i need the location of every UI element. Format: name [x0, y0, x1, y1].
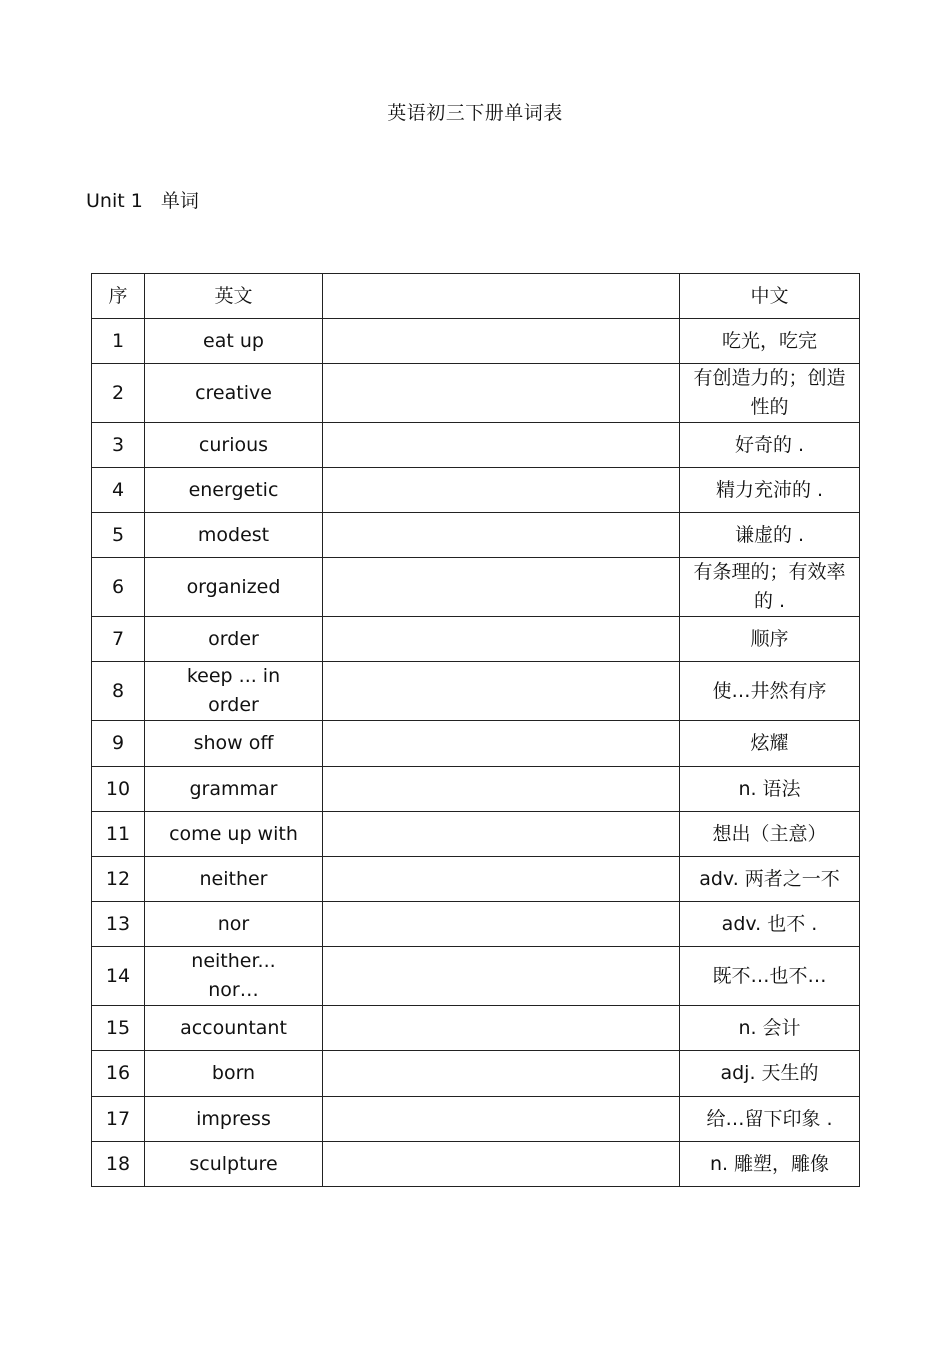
table-row — [92, 1097, 860, 1142]
row-chinese: 精力充沛的 . — [680, 468, 860, 513]
table-row — [92, 767, 860, 812]
row-number: 7 — [92, 617, 145, 662]
row-english: modest — [145, 513, 323, 558]
row-blank — [323, 947, 680, 1006]
row-blank — [323, 513, 680, 558]
table-row — [92, 1006, 860, 1051]
row-number: 8 — [92, 662, 145, 721]
row-number: 9 — [92, 721, 145, 767]
row-blank — [323, 662, 680, 721]
table-row — [92, 721, 860, 767]
table-row — [92, 423, 860, 468]
row-number: 2 — [92, 364, 145, 423]
document-title: 英语初三下册单词表 — [387, 102, 563, 124]
row-chinese: 炫耀 — [680, 721, 860, 767]
row-blank — [323, 1142, 680, 1187]
header-number: 序 — [92, 274, 145, 319]
row-english: creative — [145, 364, 323, 423]
row-english-text: keep ... in order — [186, 665, 281, 716]
row-chinese: adj. 天生的 — [680, 1051, 860, 1097]
row-english: curious — [145, 423, 323, 468]
row-chinese: n. 语法 — [680, 767, 860, 812]
table-row — [92, 319, 860, 364]
table-row — [92, 857, 860, 902]
table-row — [92, 513, 860, 558]
row-english: neither — [145, 857, 323, 902]
header-english: 英文 — [145, 274, 323, 319]
row-english: impress — [145, 1097, 323, 1142]
row-english: energetic — [145, 468, 323, 513]
table-row — [92, 468, 860, 513]
row-chinese: 给…留下印象 . — [680, 1097, 860, 1142]
row-chinese: 好奇的 . — [680, 423, 860, 468]
row-blank — [323, 558, 680, 617]
row-chinese: 谦虚的 . — [680, 513, 860, 558]
row-number: 15 — [92, 1006, 145, 1051]
row-number: 10 — [92, 767, 145, 812]
row-chinese: 既不…也不… — [680, 947, 860, 1006]
row-english — [145, 662, 323, 721]
row-english: grammar — [145, 767, 323, 812]
row-chinese: 顺序 — [680, 617, 860, 662]
row-number: 6 — [92, 558, 145, 617]
table-row — [92, 812, 860, 857]
row-english-text: neither... nor… — [191, 950, 276, 1001]
row-blank — [323, 364, 680, 423]
table-row — [92, 902, 860, 947]
table-header-row — [92, 274, 860, 319]
row-number: 1 — [92, 319, 145, 364]
row-english: sculpture — [145, 1142, 323, 1187]
row-blank — [323, 767, 680, 812]
row-number: 13 — [92, 902, 145, 947]
row-english: accountant — [145, 1006, 323, 1051]
row-chinese: 吃光，吃完 — [680, 319, 860, 364]
row-blank — [323, 812, 680, 857]
row-blank — [323, 468, 680, 513]
row-number: 3 — [92, 423, 145, 468]
row-english: order — [145, 617, 323, 662]
row-chinese: 想出（主意） — [680, 812, 860, 857]
row-blank — [323, 902, 680, 947]
row-chinese: n. 雕塑，雕像 — [680, 1142, 860, 1187]
row-blank — [323, 857, 680, 902]
row-english: come up with — [145, 812, 323, 857]
vocabulary-table — [91, 273, 860, 1187]
row-chinese: n. 会计 — [680, 1006, 860, 1051]
row-blank — [323, 617, 680, 662]
row-english: born — [145, 1051, 323, 1097]
row-english: eat up — [145, 319, 323, 364]
header-chinese: 中文 — [680, 274, 860, 319]
row-number: 16 — [92, 1051, 145, 1097]
row-number: 11 — [92, 812, 145, 857]
row-chinese: adv. 两者之一不 — [680, 857, 860, 902]
table-row — [92, 662, 860, 721]
row-blank — [323, 319, 680, 364]
row-chinese: 有条理的；有效率的 . — [680, 558, 860, 617]
row-english: nor — [145, 902, 323, 947]
row-chinese: adv. 也不 . — [680, 902, 860, 947]
row-blank — [323, 1006, 680, 1051]
header-blank — [323, 274, 680, 319]
table-row — [92, 947, 860, 1006]
row-blank — [323, 1097, 680, 1142]
row-number: 18 — [92, 1142, 145, 1187]
row-number: 12 — [92, 857, 145, 902]
unit-subtitle: 单词 — [160, 190, 199, 212]
row-blank — [323, 423, 680, 468]
table-row — [92, 1051, 860, 1097]
row-blank — [323, 1051, 680, 1097]
table-row — [92, 1142, 860, 1187]
row-english — [145, 947, 323, 1006]
row-number: 14 — [92, 947, 145, 1006]
unit-label: Unit 1 — [86, 190, 143, 212]
row-chinese: 使…井然有序 — [680, 662, 860, 721]
row-blank — [323, 721, 680, 767]
table-row — [92, 364, 860, 423]
table-row — [92, 617, 860, 662]
unit-heading — [86, 186, 199, 213]
row-english: organized — [145, 558, 323, 617]
row-english: show off — [145, 721, 323, 767]
row-chinese: 有创造力的；创造性的 — [680, 364, 860, 423]
table-row — [92, 558, 860, 617]
row-number: 17 — [92, 1097, 145, 1142]
row-number: 5 — [92, 513, 145, 558]
row-number: 4 — [92, 468, 145, 513]
